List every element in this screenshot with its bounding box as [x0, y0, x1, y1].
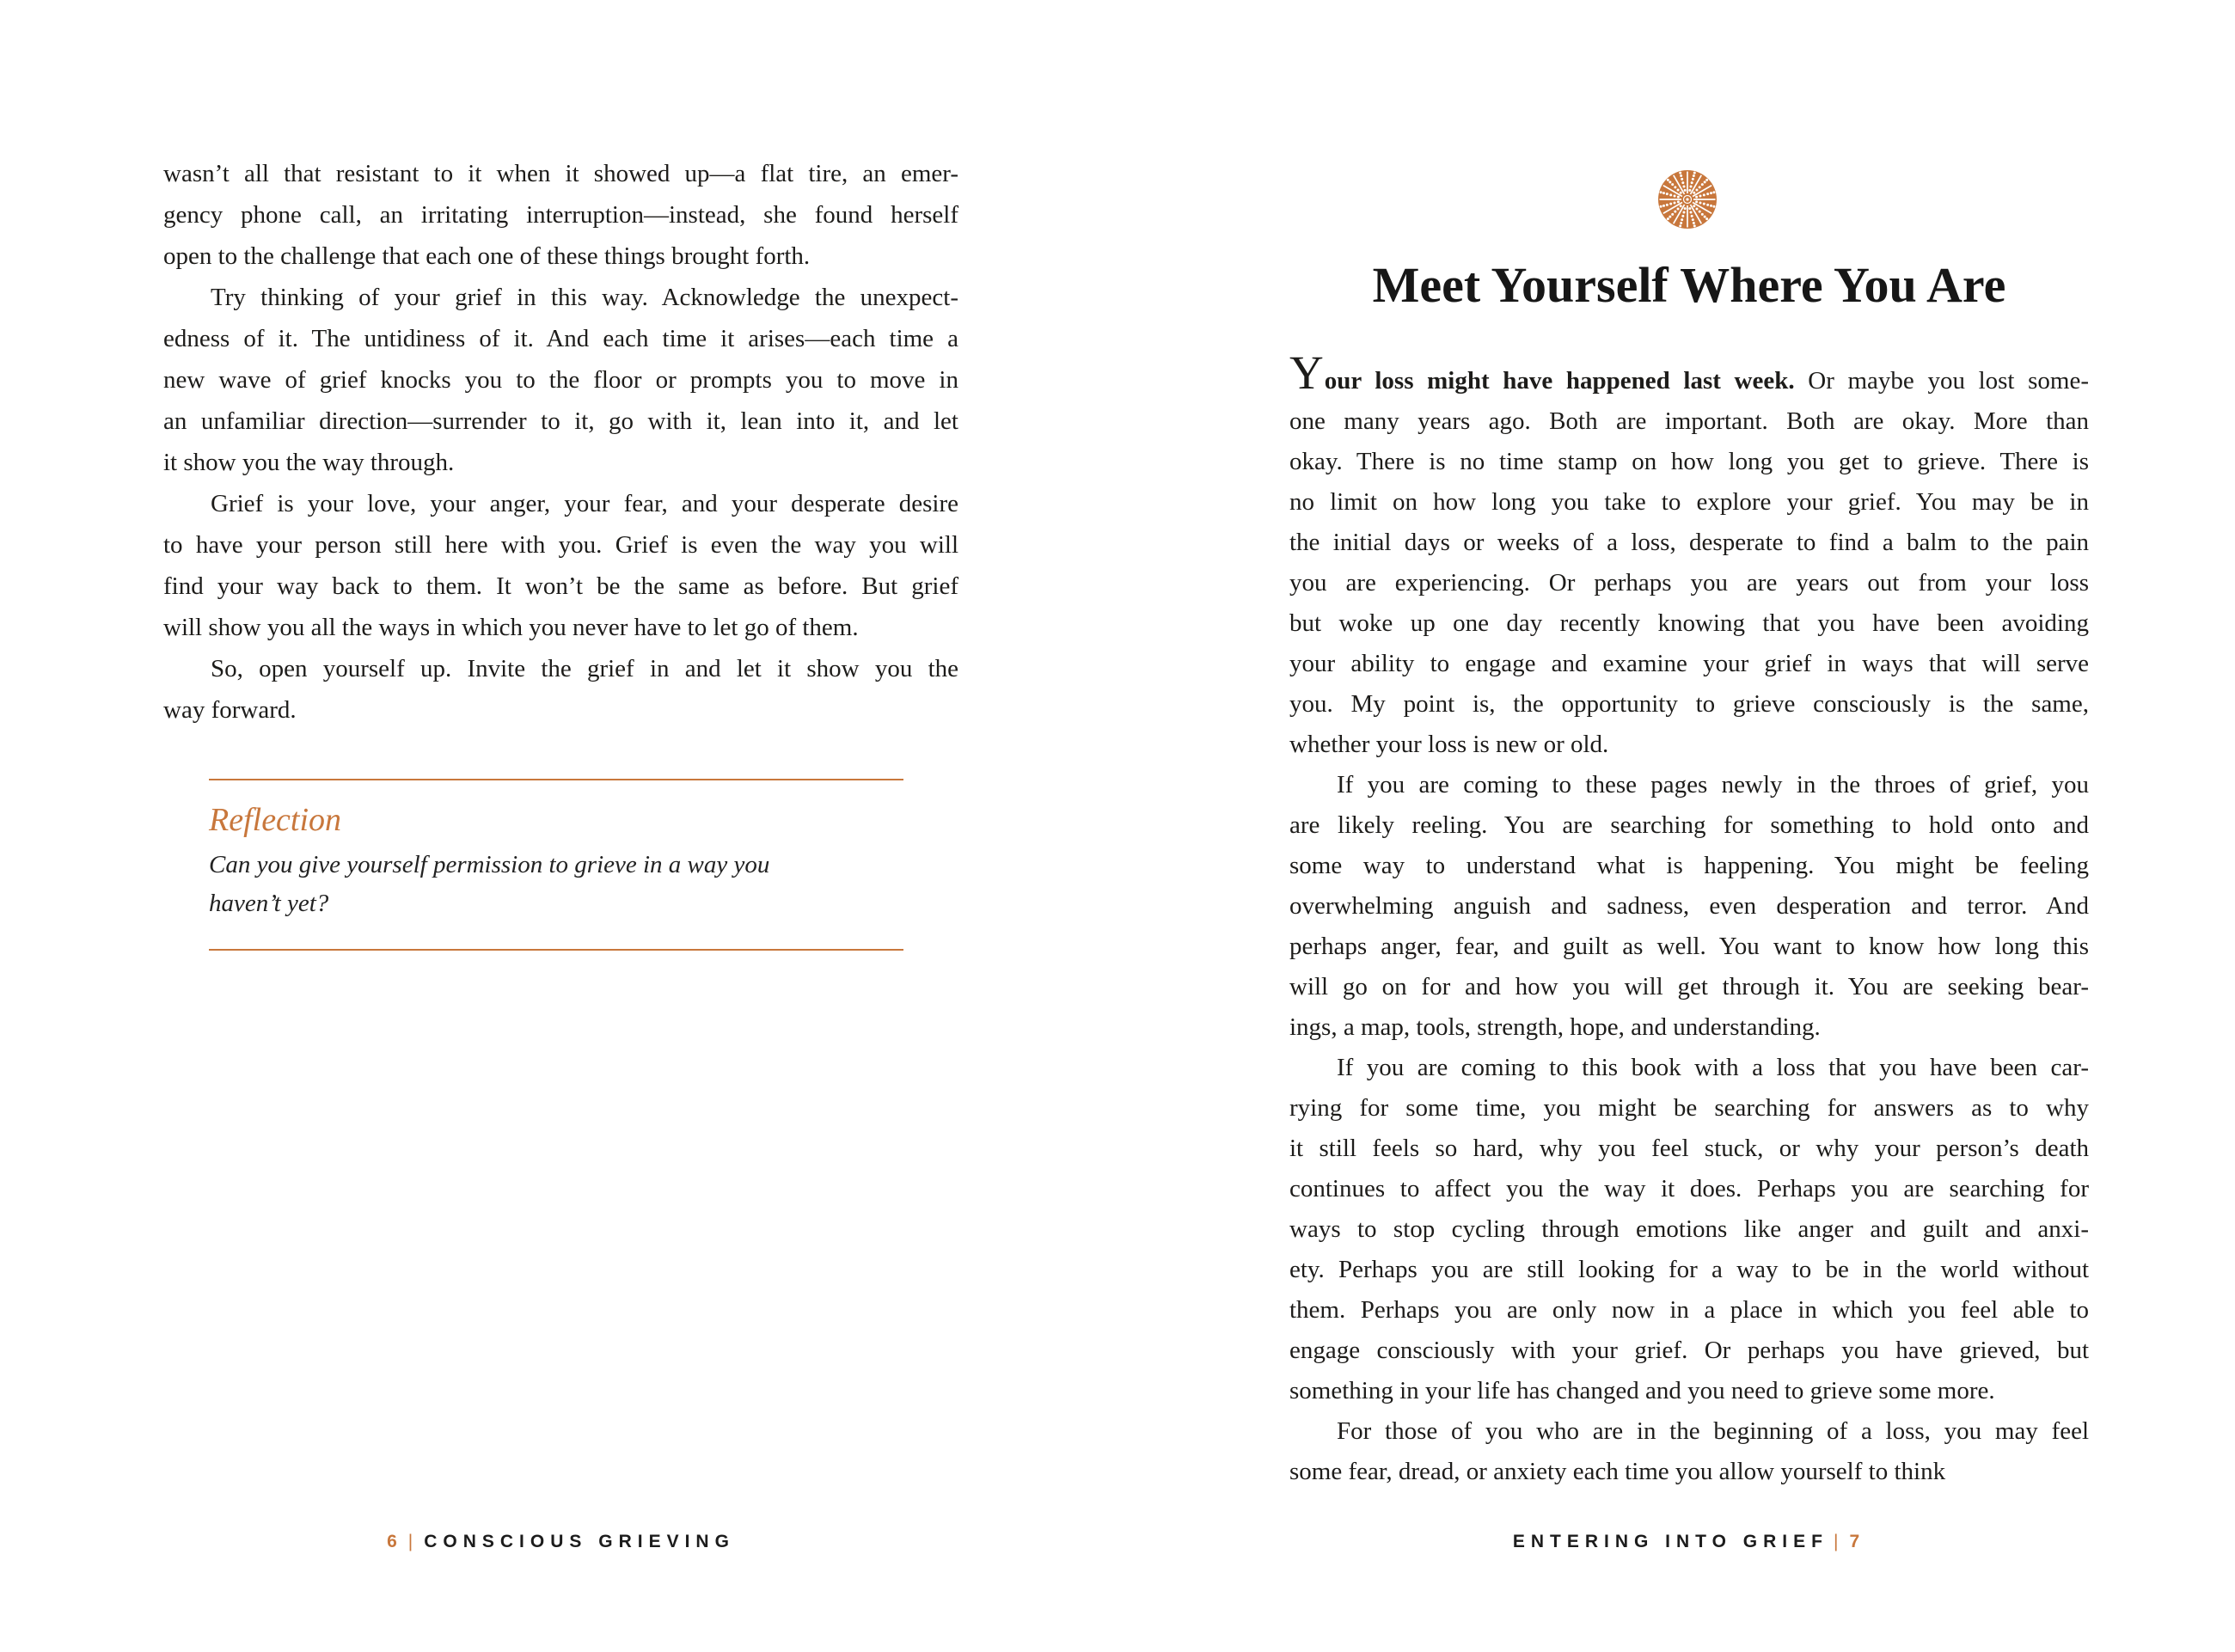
paragraph: So, open yourself up. Invite the grief in and let it show you the way forward.: [163, 655, 958, 724]
lead-in-bold: our loss might have happened last week.: [1324, 367, 1795, 395]
paragraph: If you are coming to these pages newly in the throes of grief, you are likely reeling. You are searching for something to hold onto and some way to understand what is happening. You might be feeling overwhelming anguish and sadness, even desperation and terror. And perhaps anger, fear, and guilt as well. You want to know how long this will go on for and how you will get through it. You are seeking bear- ings, a map, tools, strength, hope, and understanding.: [1289, 771, 2089, 1041]
running-head-chapter-title: ENTERING INTO GRIEF: [1512, 1532, 1828, 1551]
footer-separator: |: [1833, 1532, 1845, 1551]
page-number: 7: [1849, 1532, 1866, 1551]
left-footer: [163, 1532, 958, 1552]
reflection-question: Can you give yourself permission to grieve in a way you haven’t yet?: [209, 851, 770, 917]
footer-separator: |: [407, 1532, 419, 1551]
chapter-ornament-icon: [1656, 168, 1718, 230]
left-body-text: [163, 153, 958, 731]
reflection-block: [209, 779, 903, 951]
paragraph: wasn’t all that resistant to it when it showed up—a flat tire, an emer- gency phone call, an irritating interruption—instead, she found herself open to the challenge that each one of these things brought forth.: [163, 160, 958, 270]
drop-cap: Y: [1289, 346, 1325, 399]
running-head-book-title: CONSCIOUS GRIEVING: [424, 1532, 735, 1551]
chapter-title: Meet Yourself Where You Are: [1372, 257, 2006, 313]
paragraph: Your loss might have happened last week. Or maybe you lost some- one many years ago. Both are important. Both are okay. More than okay. There is no time stamp on how long you get to grieve. There is no limit on how long you take to explore your grief. You may be in the initial days or weeks of a loss, desperate to find a balm to the pain you are experiencing. Or perhaps you are years out from your loss but woke up one day recently knowing that you have been avoiding your ability to engage and examine your grief in ways that will serve you. My point is, the opportunity to grieve consciously is the same, whether your loss is new or old.: [1289, 346, 2089, 758]
right-body-text: [1289, 346, 2089, 1492]
right-footer: [1289, 1532, 2089, 1552]
paragraph: If you are coming to this book with a loss that you have been car- rying for some time, you might be searching for answers as to why it still feels so hard, why you feel stuck, or why your person’s death continues to affect you the way it does. Perhaps you are searching for ways to stop cycling through emotions like anger and guilt and anxi- ety. Perhaps you are still looking for a way to be in the world without them. Perhaps you are only now in a place in which you feel able to engage consciously with your grief. Or perhaps you have grieved, but something in your life has changed and you need to grieve some more.: [1289, 1054, 2089, 1404]
reflection-heading: Reflection: [209, 802, 342, 838]
paragraph: For those of you who are in the beginning of a loss, you may feel some fear, dread, or anxiety each time you allow yourself to think: [1289, 1417, 2089, 1485]
paragraph: Try thinking of your grief in this way. Acknowledge the unexpect- edness of it. The untidiness of it. And each time it arises—each time a new wave of grief knocks you to the floor or prompts you to move in an unfamiliar direction—surrender to it, go with it, lean into it, and let it show you the way through.: [163, 284, 958, 476]
page-number: 6: [387, 1532, 403, 1551]
paragraph: Grief is your love, your anger, your fear, and your desperate desire to have your person still here with you. Grief is even the way you will find your way back to them. It won’t be the same as before. But grief will show you all the ways in which you never have to let go of them.: [163, 490, 958, 641]
